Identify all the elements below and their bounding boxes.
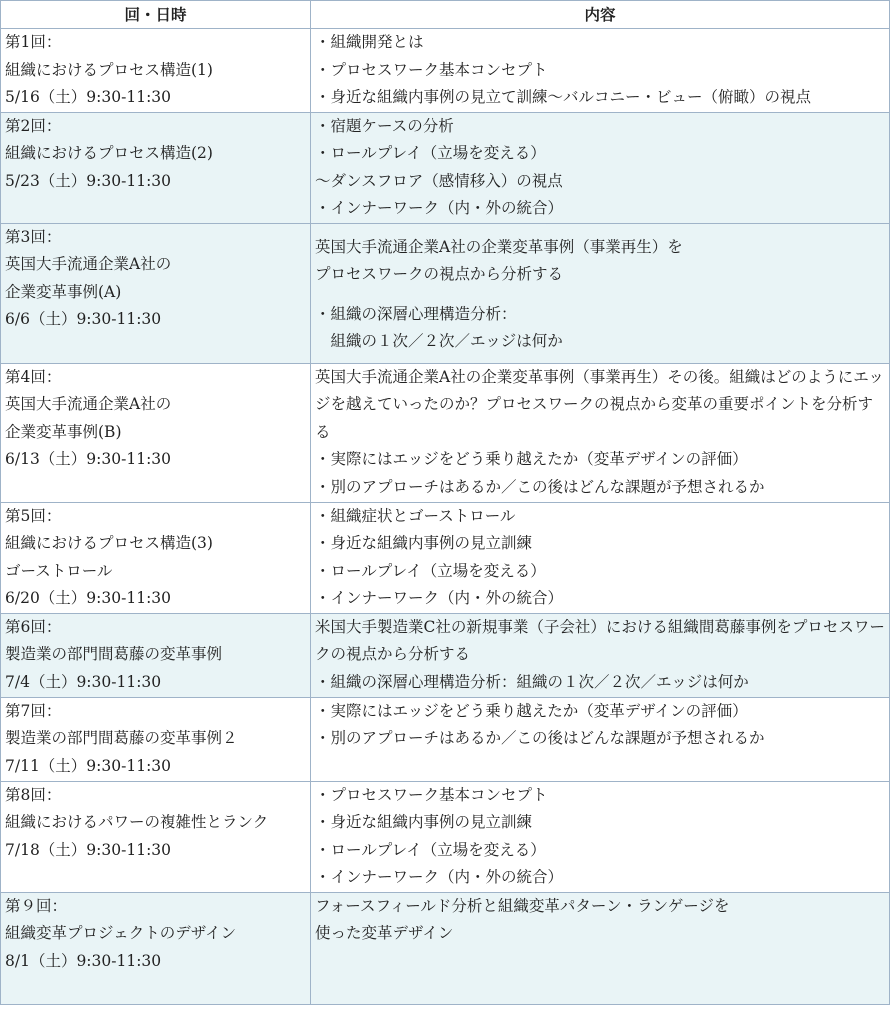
content-line: ・別のアプローチはあるか／この後はどんな課題が予想されるか — [315, 729, 765, 747]
content-line: ・身近な組織内事例の見立訓練 — [315, 813, 533, 831]
content-line: ・インナーワーク（内・外の統合） — [315, 199, 564, 217]
session-row-5 — [1, 502, 890, 613]
content-line: ・組織の深層心理構造分析：組織の１次／２次／エッジは何か — [315, 672, 749, 691]
session-date: 6/13（土）9:30-11:30 — [5, 450, 172, 468]
content-line: 〜ダンスフロア（感情移入）の視点 — [315, 171, 563, 190]
session-info — [1, 363, 311, 502]
session-title-line-2: 企業変革事例(B) — [5, 422, 122, 441]
content-line: 使った変革デザイン — [315, 924, 454, 942]
session-info — [1, 781, 311, 892]
session-title: 製造業の部門間葛藤の変革事例２ — [5, 729, 238, 747]
session-row-8 — [1, 781, 890, 892]
session-number: 第8回： — [5, 785, 62, 804]
session-number: 第7回： — [5, 701, 62, 720]
session-date: 5/23（土）9:30-11:30 — [5, 171, 172, 190]
session-row-2 — [1, 112, 890, 223]
session-date: 6/20（土）9:30-11:30 — [5, 589, 172, 607]
content-line: ・ロールプレイ（立場を変える） — [315, 144, 546, 162]
session-title: 組織におけるプロセス構造(2) — [5, 144, 213, 162]
session-info — [1, 697, 311, 781]
session-info — [1, 223, 311, 363]
content-line: ・実際にはエッジをどう乗り越えたか（変革デザインの評価） — [315, 450, 748, 468]
session-title: 組織におけるプロセス構造(3) — [5, 534, 213, 552]
session-info — [1, 29, 311, 113]
session-title: 組織におけるプロセス構造(1) — [5, 60, 213, 79]
session-date: 8/1（土）9:30-11:30 — [5, 951, 162, 970]
session-title: 組織におけるパワーの複雑性とランク — [5, 813, 269, 831]
session-content — [311, 223, 890, 363]
session-content — [311, 892, 890, 1004]
content-line: ・組織開発とは — [315, 33, 424, 51]
session-content — [311, 781, 890, 892]
session-number: 第2回： — [5, 116, 62, 135]
content-line: ・インナーワーク（内・外の統合） — [315, 589, 564, 607]
session-info — [1, 613, 311, 697]
session-row-7 — [1, 697, 890, 781]
session-number: 第5回： — [5, 506, 62, 525]
content-line: ・組織の深層心理構造分析： — [315, 304, 517, 323]
content-line: ・身近な組織内事例の見立て訓練〜バルコニー・ビュー（俯瞰）の視点 — [315, 88, 812, 106]
session-date: 7/11（土）9:30-11:30 — [5, 756, 172, 775]
session-row-1 — [1, 29, 890, 113]
content-line: ・ロールプレイ（立場を変える） — [315, 840, 546, 859]
session-content — [311, 29, 890, 113]
header-session-date: 回・日時 — [1, 1, 311, 29]
content-line: ・別のアプローチはあるか／この後はどんな課題が予想されるか — [315, 477, 765, 496]
content-line: ・実際にはエッジをどう乗り越えたか（変革デザインの評価） — [315, 701, 748, 720]
content-paragraph: 英国大手流通企業A社の企業変革事例（事業再生）その後。組織はどのようにエッジを越えていったのか？プロセスワークの視点から変革の重要ポイントを分析する — [315, 367, 884, 441]
content-line: ・プロセスワーク基本コンセプト — [315, 785, 548, 804]
session-number: 第4回： — [5, 367, 62, 386]
session-title: 英国大手流通企業A社の — [5, 255, 172, 273]
session-row-6 — [1, 613, 890, 697]
session-content — [311, 363, 890, 502]
session-number: 第3回： — [5, 227, 62, 246]
content-line: ・身近な組織内事例の見立訓練 — [315, 534, 533, 552]
session-date: 6/6（土）9:30-11:30 — [5, 310, 162, 328]
session-date: 5/16（土）9:30-11:30 — [5, 88, 172, 106]
header-row — [1, 1, 890, 29]
session-row-9 — [1, 892, 890, 1004]
content-paragraph: 米国大手製造業C社の新規事業（子会社）における組織間葛藤事例をプロセスワークの視点から分析する — [315, 617, 885, 663]
content-line: ・プロセスワーク基本コンセプト — [315, 60, 548, 79]
session-row-4 — [1, 363, 890, 502]
content-line: ・インナーワーク（内・外の統合） — [315, 868, 564, 886]
header-content: 内容 — [311, 1, 890, 29]
session-title: 組織変革プロジェクトのデザイン — [5, 924, 237, 942]
session-row-3 — [1, 223, 890, 363]
content-line: ・組織症状とゴーストロール — [315, 506, 516, 525]
session-title: 英国大手流通企業A社の — [5, 395, 172, 413]
content-line: 英国大手流通企業A社の企業変革事例（事業再生）を — [315, 237, 683, 256]
session-content — [311, 613, 890, 697]
session-title: 製造業の部門間葛藤の変革事例 — [5, 645, 223, 663]
session-number: 第6回： — [5, 617, 62, 636]
session-info — [1, 502, 311, 613]
content-line: フォースフィールド分析と組織変革パターン・ランゲージを — [315, 896, 730, 915]
session-title-line-2: ゴーストロール — [5, 561, 113, 580]
content-line: ・宿題ケースの分析 — [315, 116, 454, 135]
content-line: 組織の１次／２次／エッジは何か — [315, 332, 563, 350]
session-title-line-2: 企業変革事例(A) — [5, 282, 122, 301]
session-number: 第９回： — [5, 896, 68, 915]
content-line: ・ロールプレイ（立場を変える） — [315, 561, 546, 580]
session-content — [311, 697, 890, 781]
content-line: プロセスワークの視点から分析する — [315, 265, 564, 283]
session-number: 第1回： — [5, 33, 62, 51]
session-info — [1, 112, 311, 223]
session-info — [1, 892, 311, 1004]
session-date: 7/18（土）9:30-11:30 — [5, 840, 172, 859]
session-date: 7/4（土）9:30-11:30 — [5, 672, 162, 691]
session-content — [311, 112, 890, 223]
session-content — [311, 502, 890, 613]
